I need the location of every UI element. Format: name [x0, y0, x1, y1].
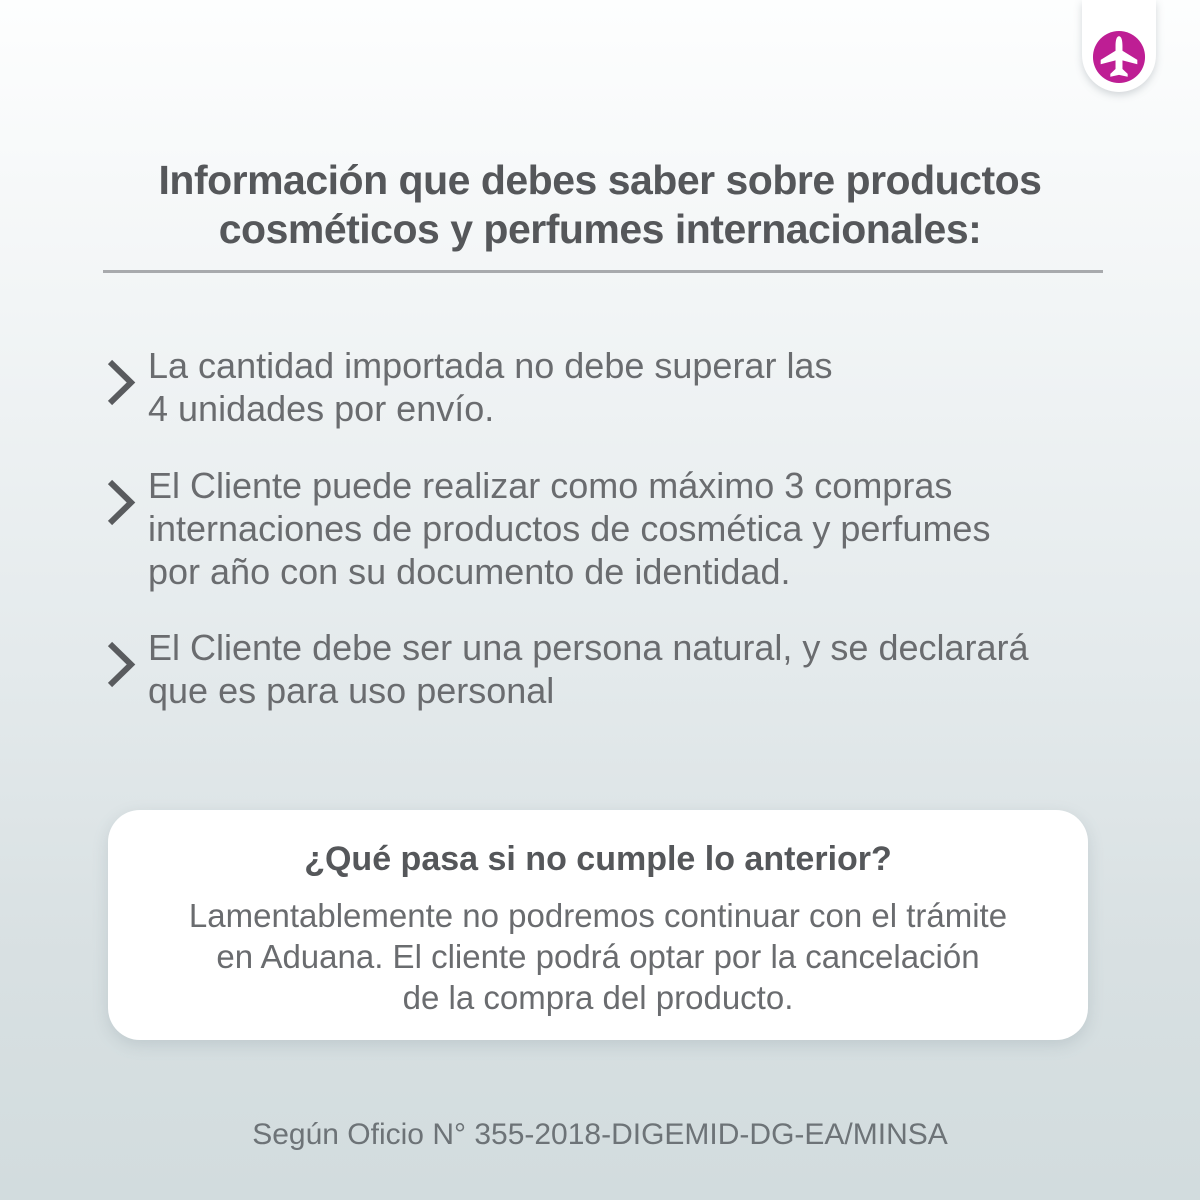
chevron-right-icon [103, 355, 139, 411]
bullet-text [148, 464, 990, 593]
bullet-text [148, 626, 1029, 712]
brand-badge-tab [1082, 0, 1156, 92]
bullet-1-line-1: La cantidad importada no debe superar las [148, 345, 833, 386]
bullet-2-line-2: internaciones de productos de cosmética y perfumes [148, 508, 991, 549]
page-title-line-2: cosméticos y perfumes internacionales: [218, 206, 982, 252]
warning-card-title: ¿Qué pasa si no cumple lo anterior? [304, 840, 892, 878]
bullet-item-2 [103, 464, 990, 593]
chevron-right-icon [103, 475, 139, 531]
warning-card-line-2: en Aduana. El cliente podrá optar por la cancelación [216, 938, 980, 975]
warning-card-body [108, 895, 1088, 1018]
warning-card-line-3: de la compra del producto. [402, 979, 794, 1016]
bullet-item-3 [103, 626, 1029, 712]
bullet-3-line-1: El Cliente debe ser una persona natural, y se declarará [148, 627, 1029, 668]
chevron-right-icon [103, 637, 139, 693]
warning-card-line-1: Lamentablemente no podremos continuar con el trámite [188, 897, 1008, 934]
bullet-item-1 [103, 344, 832, 430]
title-divider [103, 270, 1103, 273]
bullet-2-line-1: El Cliente puede realizar como máximo 3 compras [148, 465, 953, 506]
airplane-icon [1092, 30, 1146, 84]
source-reference: Según Oficio N° 355-2018-DIGEMID-DG-EA/MINSA [252, 1118, 948, 1151]
bullet-3-line-2: que es para uso personal [148, 670, 555, 711]
page-title [50, 156, 1150, 254]
bullet-text [148, 344, 832, 430]
bullet-1-line-2: 4 unidades por envío. [148, 388, 495, 429]
bullet-2-line-3: por año con su documento de identidad. [148, 551, 791, 592]
page-title-line-1: Información que debes saber sobre productos [158, 157, 1042, 203]
warning-card [108, 810, 1088, 1040]
